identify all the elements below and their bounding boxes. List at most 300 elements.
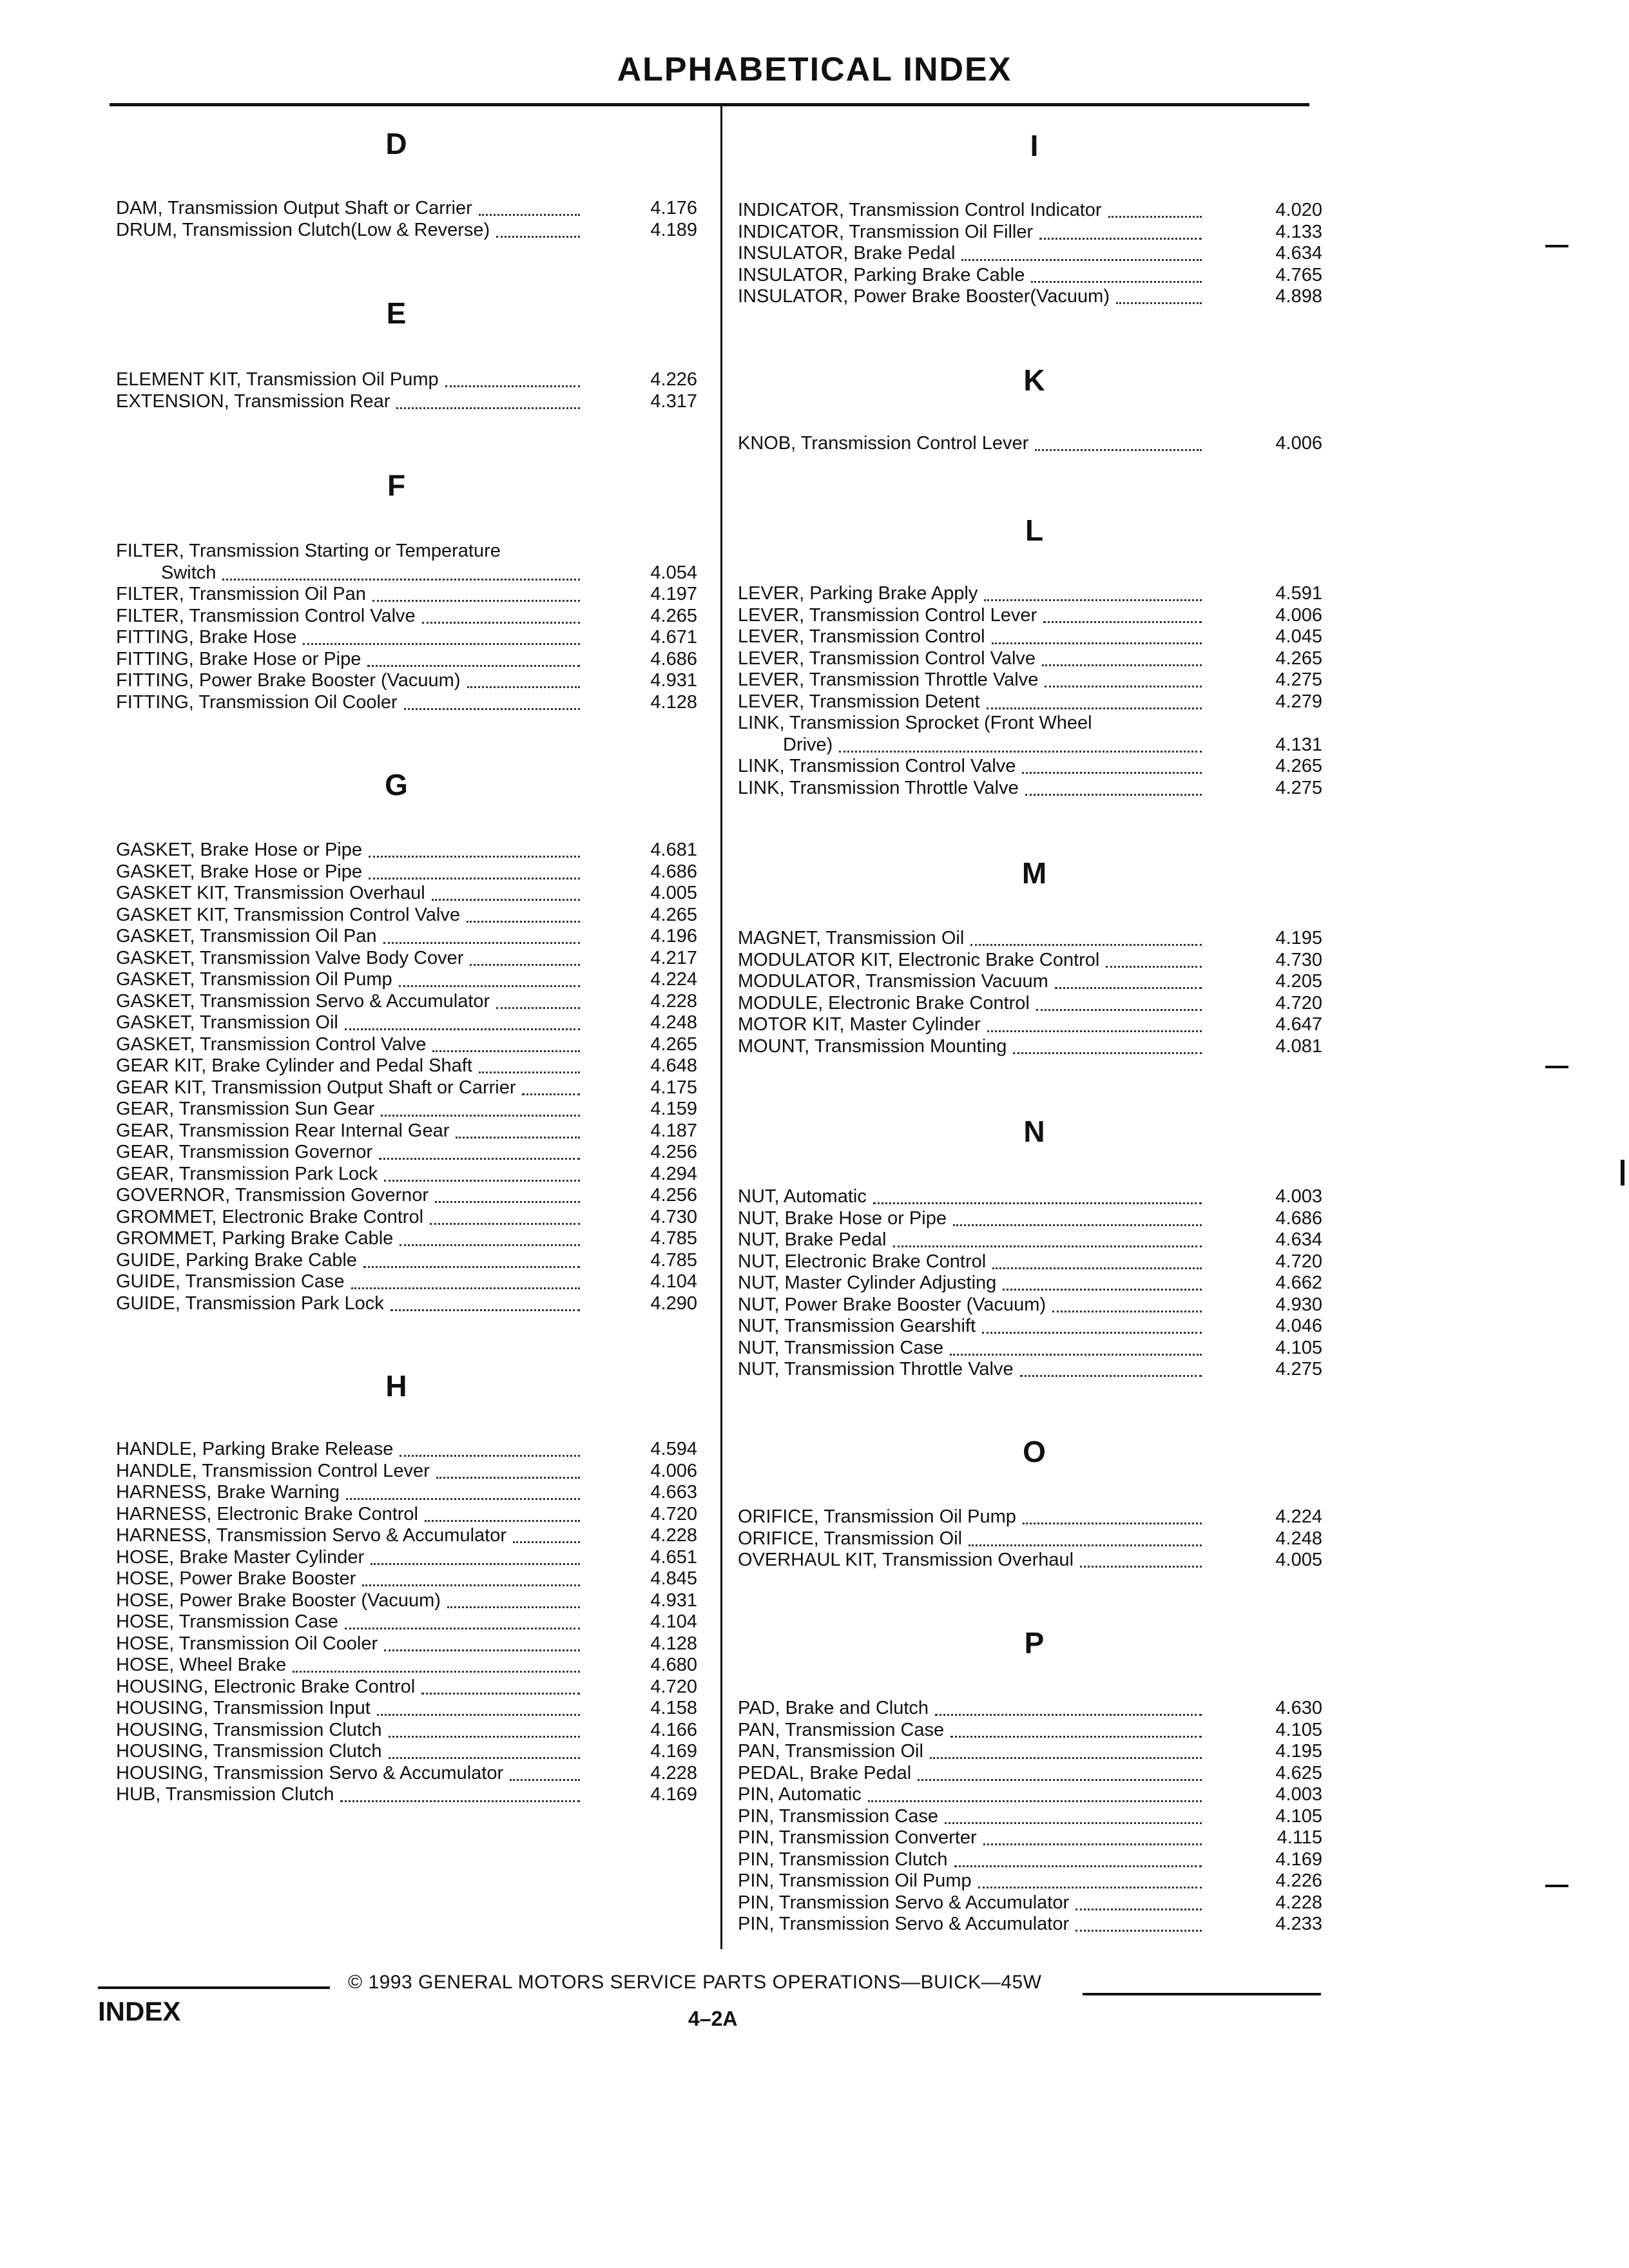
page-reference-value: 4.279	[1275, 691, 1322, 712]
entry-name: MAGNET, Transmission Oil	[738, 928, 965, 948]
entry-list	[738, 1698, 1331, 1936]
index-entry	[116, 1249, 697, 1272]
entry-name: LINK, Transmission Throttle Valve	[738, 777, 1019, 798]
page-reference-value: 4.290	[650, 1293, 697, 1314]
entry-name: HOUSING, Transmission Clutch	[116, 1741, 382, 1762]
page-reference-value: 4.265	[650, 1033, 697, 1055]
dot-leader	[1036, 1009, 1202, 1011]
page-reference-value: 4.591	[1275, 583, 1322, 604]
index-entry	[738, 1036, 1331, 1058]
entry-name: NUT, Brake Pedal	[738, 1229, 887, 1250]
page-reference-value: 4.104	[650, 1271, 697, 1292]
index-entry	[116, 198, 697, 220]
index-entry	[738, 1294, 1331, 1316]
dot-leader	[346, 1498, 580, 1500]
page-reference-value: 4.275	[1275, 669, 1322, 690]
page-reference-value: 4.226	[650, 369, 697, 390]
page-reference-value: 4.765	[1275, 264, 1322, 285]
page-reference-value: 4.195	[1275, 928, 1322, 948]
dot-leader	[987, 707, 1202, 709]
entry-name: PAN, Transmission Case	[738, 1719, 945, 1740]
page-reference-value: 4.046	[1275, 1316, 1322, 1336]
page-reference-value: 4.931	[650, 1590, 697, 1611]
index-entry	[738, 1827, 1331, 1849]
page-reference-value: 4.226	[1275, 1870, 1322, 1891]
page-reference-value: 4.169	[1275, 1849, 1322, 1870]
page-reference-value: 4.197	[650, 584, 697, 604]
entry-name: GEAR, Transmission Rear Internal Gear	[116, 1120, 450, 1141]
dot-leader	[389, 1736, 580, 1738]
page-reference-value: 4.625	[1275, 1762, 1322, 1783]
page-reference-value: 4.275	[1275, 1359, 1322, 1379]
dot-leader	[479, 214, 580, 216]
page-reference-value: 4.187	[650, 1120, 697, 1141]
dot-leader	[447, 1606, 580, 1608]
dot-leader	[1108, 216, 1202, 218]
index-entry	[116, 1611, 697, 1633]
page-reference-value: 4.898	[1275, 286, 1322, 307]
entry-name: MOTOR KIT, Master Cylinder	[738, 1014, 981, 1035]
index-entry	[116, 1099, 697, 1120]
page-reference-value: 4.634	[1275, 1229, 1322, 1250]
dot-leader	[436, 1477, 580, 1479]
page-reference-value: 4.630	[1275, 1698, 1322, 1718]
page-reference-value: 4.651	[650, 1546, 697, 1568]
entry-name: GASKET, Brake Hose or Pipe	[116, 861, 362, 882]
page-reference-value: 4.228	[650, 1762, 697, 1783]
page-reference-value: 4.020	[1275, 200, 1322, 220]
section-letter: F	[387, 468, 406, 502]
index-entry	[116, 1503, 697, 1526]
index-entry	[738, 1506, 1331, 1528]
dot-leader	[1075, 1930, 1202, 1932]
page-reference-value: 4.265	[650, 904, 697, 925]
index-entry	[116, 627, 697, 649]
entry-name: GASKET, Transmission Oil Pump	[116, 969, 392, 990]
entry-name: HANDLE, Parking Brake Release	[116, 1439, 394, 1459]
footer-rule-right	[1083, 1993, 1321, 1995]
entry-name: NUT, Automatic	[738, 1186, 867, 1207]
index-entry	[116, 861, 697, 883]
index-entry	[738, 928, 1331, 950]
entry-name: PIN, Transmission Clutch	[738, 1849, 948, 1870]
entry-name: MOUNT, Transmission Mounting	[738, 1035, 1007, 1057]
entry-name: FILTER, Transmission Control Valve	[116, 605, 416, 626]
entry-name: FITTING, Transmission Oil Cooler	[116, 691, 398, 713]
section-letter: M	[1021, 856, 1047, 890]
entry-name: GEAR, Transmission Governor	[116, 1142, 373, 1162]
index-entry	[738, 1784, 1331, 1806]
entry-name: PIN, Transmission Servo & Accumulator	[738, 1892, 1070, 1913]
index-entry	[116, 990, 697, 1013]
dot-leader	[1022, 772, 1202, 774]
entry-name: PIN, Transmission Converter	[738, 1827, 977, 1848]
index-entry	[738, 1741, 1331, 1763]
page-number: 4–2A	[688, 2007, 738, 2030]
entry-name: HARNESS, Brake Warning	[116, 1482, 340, 1503]
index-entry	[738, 735, 1331, 756]
index-entry	[116, 1206, 697, 1229]
entry-name: LEVER, Transmission Throttle Valve	[738, 669, 1039, 690]
dot-leader	[432, 1050, 580, 1052]
index-entry	[738, 713, 1331, 735]
page-reference-value: 4.248	[1275, 1528, 1322, 1549]
index-entry	[116, 541, 677, 562]
entry-name: LEVER, Transmission Control	[738, 626, 985, 647]
index-entry	[116, 1293, 697, 1315]
dot-leader	[1042, 664, 1202, 666]
index-entry	[738, 691, 1331, 713]
index-entry	[116, 969, 697, 991]
entry-name: PAN, Transmission Oil	[738, 1741, 923, 1762]
page-reference-value: 4.169	[650, 1741, 697, 1762]
entry-name: FITTING, Brake Hose or Pipe	[116, 648, 361, 669]
index-entry	[116, 1633, 697, 1655]
page-reference-value: 4.931	[650, 670, 697, 691]
entry-name: GOVERNOR, Transmission Governor	[116, 1185, 429, 1206]
dot-leader	[1031, 281, 1202, 283]
dot-leader	[351, 1287, 580, 1289]
index-entry	[116, 1546, 697, 1569]
dot-leader	[983, 1843, 1202, 1845]
page-reference-value: 4.105	[1275, 1805, 1322, 1827]
margin-tick	[1545, 1066, 1568, 1068]
page-reference-value: 4.205	[1275, 971, 1322, 992]
dot-leader	[425, 1520, 580, 1522]
page-reference-value: 4.224	[650, 969, 697, 990]
index-entry	[738, 1720, 1331, 1742]
page-reference-value: 4.720	[650, 1503, 697, 1524]
dot-leader	[950, 1354, 1202, 1356]
page-reference-value: 4.256	[650, 1142, 697, 1162]
entry-name: Drive)	[783, 734, 833, 755]
section-letter: D	[385, 127, 407, 160]
index-entry	[738, 1528, 1331, 1550]
page-reference-value: 4.785	[650, 1249, 697, 1271]
dot-leader	[379, 1158, 580, 1160]
entry-name: NUT, Brake Hose or Pipe	[738, 1207, 947, 1229]
entry-name: NUT, Power Brake Booster (Vacuum)	[738, 1294, 1046, 1315]
dot-leader	[293, 1671, 580, 1673]
dot-leader	[1025, 794, 1202, 796]
dot-leader	[513, 1541, 580, 1543]
index-entry	[116, 883, 697, 905]
page-reference-value: 4.662	[1275, 1273, 1322, 1293]
dot-leader	[1043, 621, 1202, 623]
entry-list	[738, 928, 1331, 1057]
entry-name: GASKET, Transmission Control Valve	[116, 1033, 427, 1055]
index-entry	[116, 670, 697, 692]
page-reference-value: 4.294	[650, 1163, 697, 1184]
index-entry	[738, 1806, 1331, 1828]
index-entry	[738, 243, 1331, 265]
index-entry	[116, 390, 697, 413]
entry-name: LINK, Transmission Control Valve	[738, 756, 1016, 776]
section-letter: I	[1030, 129, 1039, 162]
page-reference-value: 4.133	[1275, 221, 1322, 242]
dot-leader	[421, 1693, 580, 1695]
entry-name: GEAR KIT, Brake Cylinder and Pedal Shaft	[116, 1055, 472, 1076]
dot-leader	[930, 1757, 1202, 1759]
page-reference-value: 4.105	[1275, 1337, 1322, 1358]
margin-tick	[1621, 1160, 1624, 1186]
dot-leader	[868, 1800, 1202, 1802]
page-reference-value: 4.175	[650, 1077, 697, 1098]
index-entry	[738, 1273, 1331, 1294]
page-reference-value: 4.265	[1275, 756, 1322, 776]
dot-leader	[430, 1223, 580, 1225]
dot-leader	[496, 1007, 580, 1009]
index-entry	[738, 1892, 1331, 1914]
dot-leader	[982, 1332, 1202, 1334]
dot-leader	[367, 665, 580, 667]
index-entry	[738, 1870, 1331, 1892]
entry-name: HOUSING, Transmission Servo & Accumulator	[116, 1762, 504, 1783]
dot-leader	[1116, 302, 1202, 304]
entry-name: HARNESS, Electronic Brake Control	[116, 1503, 418, 1524]
dot-leader	[1023, 1523, 1202, 1524]
entry-list	[116, 541, 697, 713]
dot-leader	[389, 1757, 580, 1759]
entry-name: NUT, Transmission Throttle Valve	[738, 1359, 1014, 1379]
entry-name: GASKET, Transmission Oil	[116, 1012, 338, 1033]
dot-leader	[1013, 1052, 1202, 1054]
page-reference-value: 4.196	[650, 926, 697, 947]
page-reference-value: 4.195	[1275, 1741, 1322, 1762]
dot-leader	[1045, 686, 1202, 687]
dot-leader	[371, 1563, 580, 1565]
entry-name: LEVER, Parking Brake Apply	[738, 583, 978, 604]
dot-leader	[369, 856, 580, 858]
index-entry	[738, 971, 1331, 993]
page-reference-value: 4.217	[650, 947, 697, 968]
dot-leader	[404, 708, 580, 710]
entry-list	[116, 369, 697, 412]
entry-name: PIN, Transmission Oil Pump	[738, 1870, 972, 1891]
index-entry	[116, 947, 697, 970]
index-entry	[738, 1698, 1331, 1720]
page-reference-value: 4.681	[650, 840, 697, 860]
index-entry	[116, 840, 697, 861]
entry-name: HOSE, Transmission Oil Cooler	[116, 1633, 378, 1654]
page-reference-value: 4.054	[650, 562, 697, 583]
entry-name: GEAR, Transmission Park Lock	[116, 1163, 378, 1184]
page-reference-value: 4.045	[1275, 626, 1322, 647]
index-entry	[738, 648, 1331, 670]
page-reference-value: 4.176	[650, 198, 697, 218]
dot-leader	[1003, 1289, 1202, 1291]
entry-name: HUB, Transmission Clutch	[116, 1784, 334, 1805]
index-entry	[116, 1077, 697, 1099]
index-entry	[116, 1655, 697, 1677]
index-entry	[116, 1033, 697, 1056]
entry-name: KNOB, Transmission Control Lever	[738, 433, 1029, 454]
entry-name: INSULATOR, Power Brake Booster(Vacuum)	[738, 286, 1110, 307]
index-entry	[116, 1055, 697, 1077]
index-entry	[116, 1228, 697, 1250]
page-reference-value: 4.594	[650, 1439, 697, 1459]
dot-leader	[1106, 966, 1202, 968]
dot-leader	[992, 642, 1202, 644]
entry-name: INSULATOR, Brake Pedal	[738, 243, 956, 264]
index-entry	[116, 605, 697, 628]
index-entry	[116, 1482, 697, 1504]
index-entry	[116, 1568, 697, 1590]
page-reference-value: 4.648	[650, 1055, 697, 1076]
index-entry	[738, 605, 1331, 627]
index-entry	[738, 778, 1331, 800]
index-entry	[116, 1012, 697, 1034]
page-reference-value: 4.104	[650, 1611, 697, 1632]
entry-name: GROMMET, Electronic Brake Control	[116, 1206, 424, 1227]
section-letter: G	[385, 768, 408, 802]
page-reference-value: 4.686	[650, 861, 697, 882]
dot-leader	[422, 622, 580, 624]
page-reference-value: 4.006	[1275, 433, 1322, 454]
entry-name: FITTING, Brake Hose	[116, 627, 297, 648]
dot-leader	[510, 1779, 580, 1781]
page-reference-value: 4.003	[1275, 1186, 1322, 1207]
index-entry	[116, 926, 697, 948]
index-entry	[738, 583, 1331, 605]
index-entry	[116, 584, 697, 606]
index-entry	[738, 433, 1331, 455]
page-reference-value: 4.256	[650, 1185, 697, 1206]
entry-name: INSULATOR, Parking Brake Cable	[738, 264, 1025, 285]
dot-leader	[372, 600, 580, 602]
entry-list	[738, 1186, 1331, 1381]
index-entry	[738, 993, 1331, 1015]
page-reference-value: 4.158	[650, 1698, 697, 1718]
index-entry	[116, 1271, 697, 1293]
dot-leader	[1020, 1375, 1202, 1377]
entry-name: HOSE, Power Brake Booster	[116, 1568, 356, 1589]
entry-name: HOSE, Brake Master Cylinder	[116, 1546, 365, 1568]
page-reference-value: 4.720	[1275, 992, 1322, 1014]
page-reference-value: 4.680	[650, 1655, 697, 1675]
dot-leader	[384, 1649, 580, 1651]
entry-name: MODULATOR, Transmission Vacuum	[738, 971, 1048, 992]
dot-leader	[390, 1309, 580, 1311]
dot-leader	[383, 942, 580, 944]
entry-name: LEVER, Transmission Detent	[738, 691, 980, 712]
index-entry	[116, 1762, 697, 1785]
index-entry	[116, 1676, 697, 1698]
page-reference-value: 4.647	[1275, 1014, 1322, 1035]
entry-name: NUT, Electronic Brake Control	[738, 1251, 987, 1272]
dot-leader	[396, 407, 580, 409]
section-letter: P	[1024, 1626, 1045, 1660]
index-entry	[738, 222, 1331, 244]
dot-leader	[432, 899, 580, 901]
entry-list	[738, 1506, 1331, 1571]
section-letter: E	[386, 296, 407, 330]
dot-leader	[399, 985, 580, 987]
footer-rule-left	[98, 1986, 330, 1989]
dot-leader	[935, 1714, 1202, 1716]
entry-name: FILTER, Transmission Oil Pan	[116, 584, 366, 604]
section-letter: N	[1023, 1115, 1045, 1148]
index-entry	[738, 1914, 1331, 1936]
dot-leader	[1035, 449, 1202, 451]
page-reference-value: 4.105	[1275, 1719, 1322, 1740]
page-reference-value: 4.686	[1275, 1207, 1322, 1229]
entry-name: INDICATOR, Transmission Control Indicator	[738, 200, 1102, 220]
index-entry	[116, 1525, 697, 1547]
index-entry	[738, 1186, 1331, 1208]
dot-leader	[950, 1736, 1202, 1738]
dot-leader	[984, 599, 1202, 601]
entry-name: FITTING, Power Brake Booster (Vacuum)	[116, 670, 461, 691]
index-entry	[738, 1763, 1331, 1785]
entry-name: PEDAL, Brake Pedal	[738, 1762, 912, 1783]
entry-name: INDICATOR, Transmission Oil Filler	[738, 221, 1034, 242]
dot-leader	[873, 1202, 1202, 1204]
section-letter: L	[1025, 514, 1044, 547]
index-entry	[738, 1316, 1331, 1338]
dot-leader	[470, 964, 580, 966]
page-reference-value: 4.128	[650, 1633, 697, 1654]
entry-name: GUIDE, Transmission Case	[116, 1271, 345, 1292]
index-entry	[738, 1251, 1331, 1273]
index-entry	[738, 1849, 1331, 1871]
entry-name: GASKET, Transmission Valve Body Cover	[116, 947, 464, 968]
dot-leader	[1039, 238, 1202, 240]
entry-name: DAM, Transmission Output Shaft or Carrier	[116, 198, 472, 218]
page-reference-value: 4.131	[1275, 734, 1322, 755]
dot-leader	[303, 643, 580, 645]
index-entry	[738, 1359, 1331, 1381]
page-reference-value: 4.686	[650, 648, 697, 669]
dot-leader	[340, 1800, 580, 1802]
page-reference-value: 4.233	[1275, 1914, 1322, 1934]
entry-name: GROMMET, Parking Brake Cable	[116, 1228, 394, 1249]
page-reference-value: 4.730	[1275, 949, 1322, 970]
entry-name: PIN, Automatic	[738, 1784, 862, 1805]
index-entry	[116, 1185, 697, 1207]
dot-leader	[400, 1244, 580, 1246]
index-entry	[738, 1208, 1331, 1230]
dot-leader	[381, 1115, 580, 1117]
entry-name: NUT, Transmission Case	[738, 1337, 944, 1358]
entry-name: GASKET KIT, Transmission Overhaul	[116, 883, 425, 903]
index-entry	[116, 1163, 697, 1186]
page-reference-value: 4.720	[1275, 1251, 1322, 1272]
entry-name: GASKET KIT, Transmission Control Valve	[116, 904, 461, 925]
entry-name: HOUSING, Electronic Brake Control	[116, 1676, 416, 1697]
dot-leader	[893, 1245, 1202, 1247]
page-reference-value: 4.003	[1275, 1784, 1322, 1805]
entry-name: EXTENSION, Transmission Rear	[116, 390, 390, 412]
margin-tick	[1545, 245, 1568, 247]
entry-name: ELEMENT KIT, Transmission Oil Pump	[116, 369, 439, 390]
header-rule	[110, 103, 1309, 106]
dot-leader	[839, 751, 1202, 753]
dot-leader	[918, 1779, 1202, 1781]
index-entry	[116, 1719, 697, 1742]
page-reference-value: 4.006	[650, 1460, 697, 1481]
page-reference-value: 4.228	[650, 990, 697, 1012]
index-entry	[116, 1142, 697, 1164]
copyright-footer: © 1993 GENERAL MOTORS SERVICE PARTS OPERATIONS—BUICK—45W	[348, 1972, 1042, 1993]
section-letter: K	[1023, 363, 1045, 397]
page-reference-value: 4.228	[650, 1525, 697, 1546]
index-entry	[116, 1741, 697, 1763]
dot-leader	[479, 1072, 580, 1073]
dot-leader	[987, 1030, 1202, 1032]
entry-name: GASKET, Transmission Oil Pan	[116, 926, 377, 947]
index-entry	[116, 904, 697, 927]
